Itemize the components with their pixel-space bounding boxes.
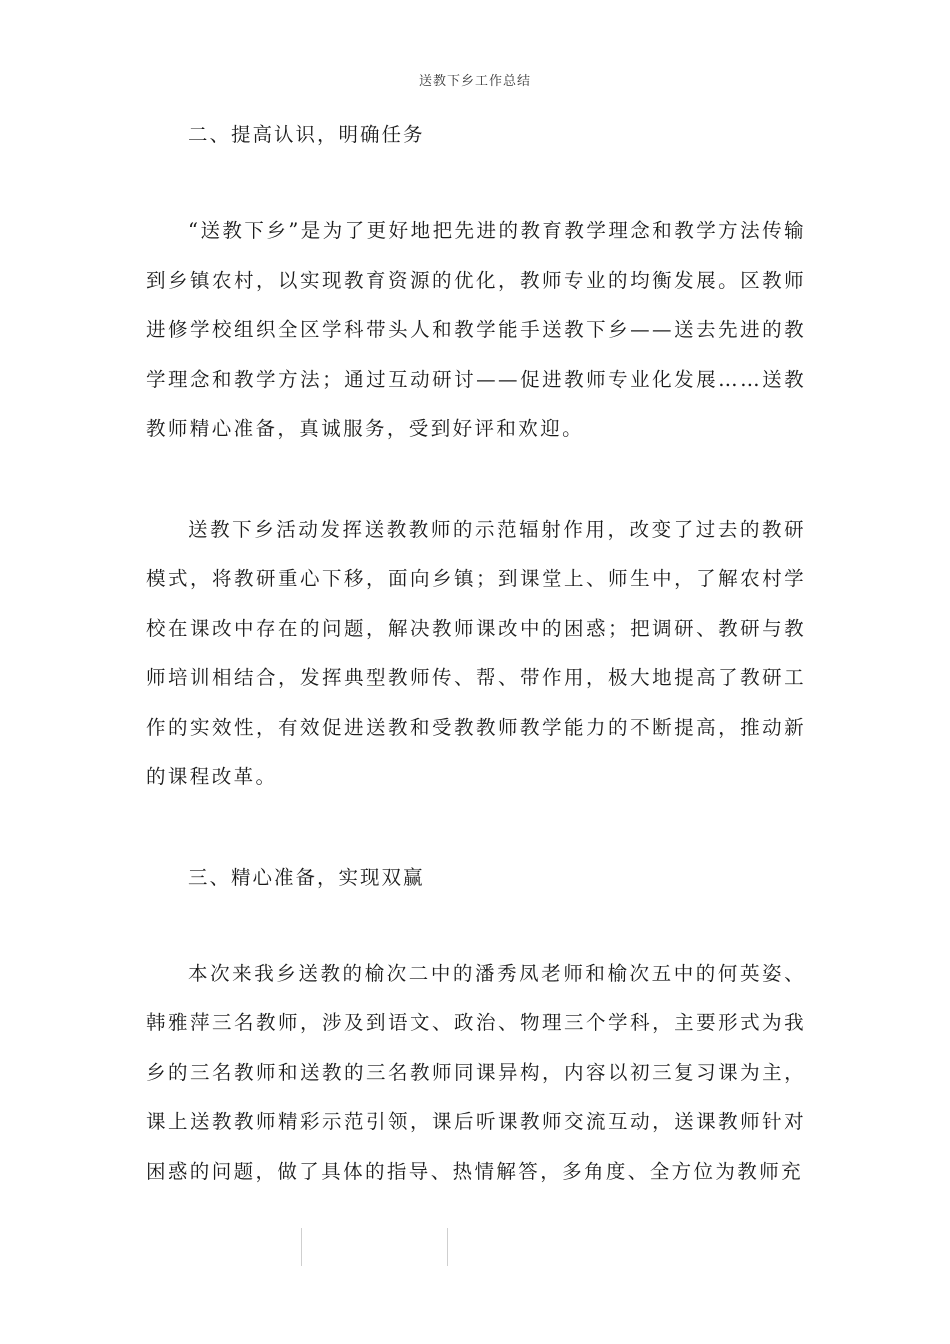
footer-divider-line [301,1228,302,1266]
section-heading: 三、精心准备，实现双赢 [188,865,425,889]
footer-divider-line [447,1228,448,1266]
page-footer-divider [0,1228,950,1268]
body-paragraph: 本次来我乡送教的榆次二中的潘秀凤老师和榆次五中的何英姿、韩雅萍三名教师，涉及到语文、政治、物理三个学科，主要形式为我乡的三名教师和送教的三名教师同课异构，内容以初三复习课为主，课上送教教师精彩示范引领，课后听课教师交流互动，送课教师针对困惑的问题，做了具体的指导、热情解答，多角度、全方位为教师充 [146,961,806,1183]
body-paragraph: “送教下乡”是为了更好地把先进的教育教学理念和教学方法传输到乡镇农村，以实现教育资源的优化，教师专业的均衡发展。区教师进修学校组织全区学科带头人和教学能手送教下乡——送去先进的教学理念和教学方法；通过互动研讨——促进教师专业化发展……送教教师精心准备，真诚服务，受到好评和欢迎。 [146,219,806,440]
document-body [146,110,806,1196]
body-paragraph: 送教下乡活动发挥送教教师的示范辐射作用，改变了过去的教研模式，将教研重心下移，面向乡镇；到课堂上、师生中，了解农村学校在课改中存在的问题，解决教师课改中的困惑；把调研、教研与教师培训相结合，发挥典型教师传、帮、带作用，极大地提高了教研工作的实效性，有效促进送教和受教教师教学能力的不断提高，推动新的课程改革。 [146,517,806,788]
section-heading: 二、提高认识，明确任务 [188,123,425,146]
page-header-title: 送教下乡工作总结 [418,74,531,89]
